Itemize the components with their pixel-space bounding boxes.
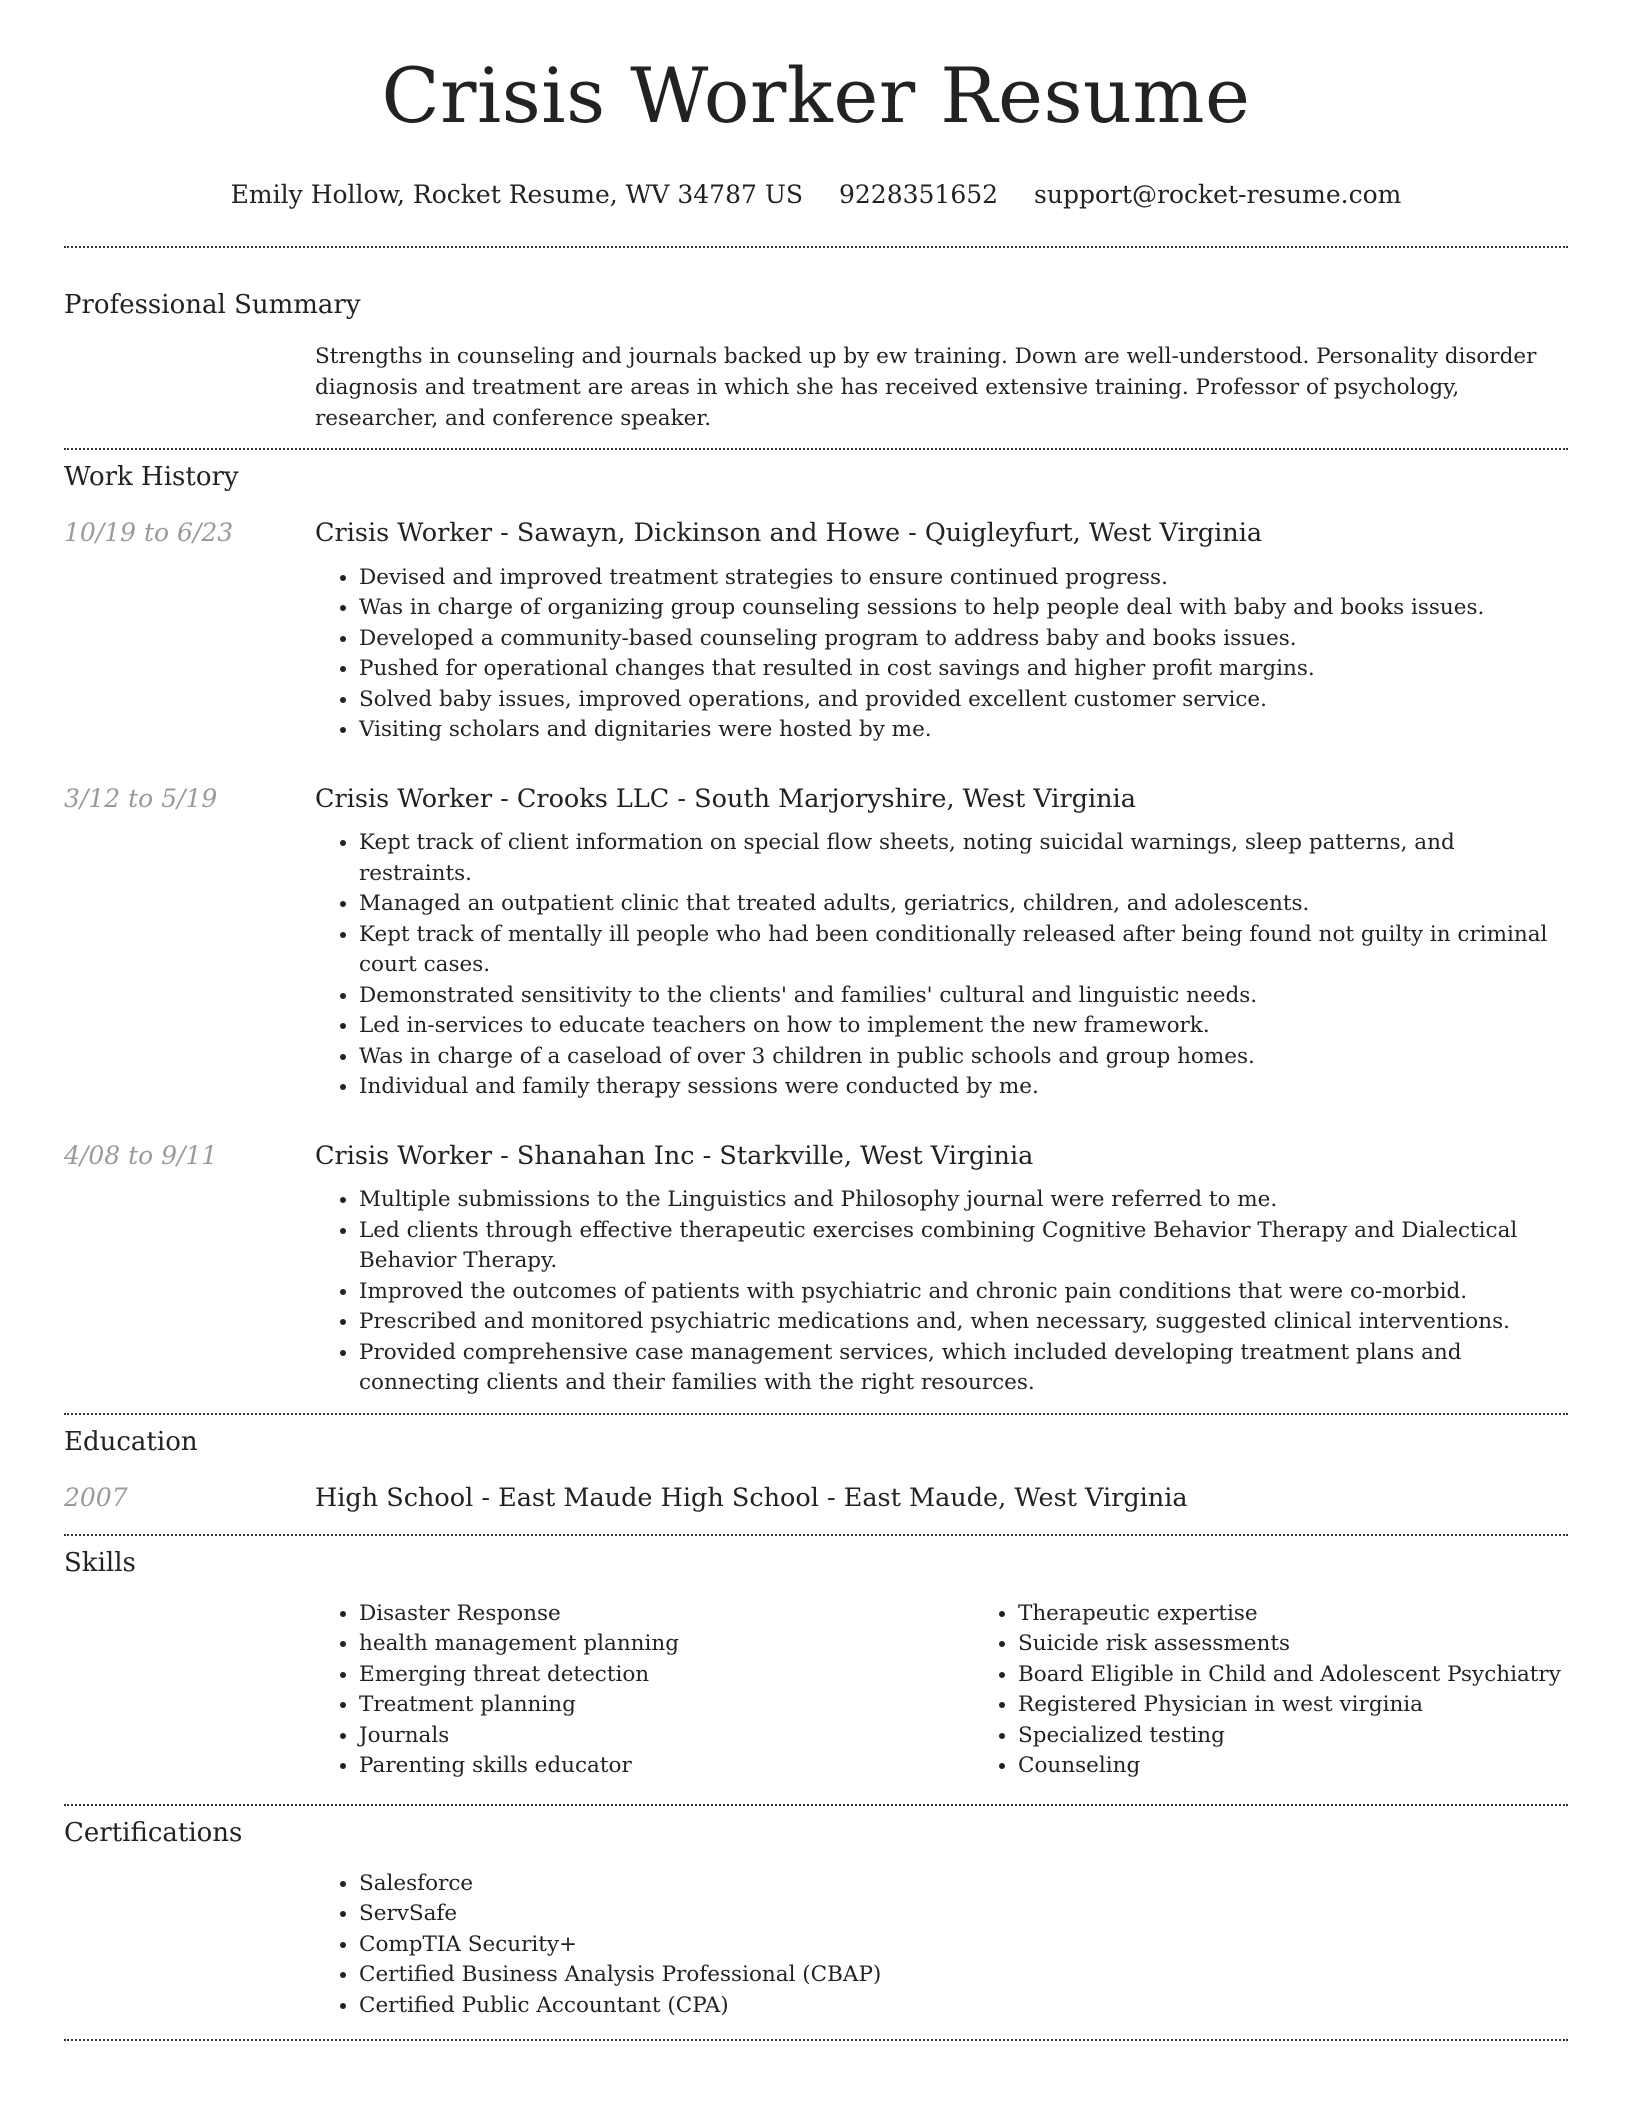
list-item: • Was in charge of a caseload of over 3 children in public schools and group homes. [359, 1042, 1568, 1073]
list-item: • Specialized testing [1018, 1721, 1632, 1752]
list-item: • Registered Physician in west virginia [1018, 1690, 1632, 1721]
list-item: • Disaster Response [359, 1599, 974, 1630]
skills-list-left [315, 1599, 974, 1782]
list-item: • CompTIA Security+ [359, 1930, 1568, 1961]
list-item: • Developed a community-based counseling program to address baby and books issues. [359, 624, 1568, 655]
divider [64, 2039, 1568, 2041]
list-item: • Suicide risk assessments [1018, 1629, 1632, 1660]
job-entry [64, 518, 1568, 746]
list-item: • Board Eligible in Child and Adolescent Psychiatry [1018, 1660, 1632, 1691]
job-entry [64, 784, 1568, 1103]
list-item: • health management planning [359, 1629, 974, 1660]
divider [64, 1413, 1568, 1415]
list-item: • Improved the outcomes of patients with psychiatric and chronic pain conditions that were co-morbid. [359, 1277, 1568, 1308]
section-heading-work: Work History [64, 461, 239, 492]
job-bullets [315, 1185, 1568, 1399]
list-item: • Led clients through effective therapeutic exercises combining Cognitive Behavior Therapy and Dialectical Behavior Therapy. [359, 1216, 1568, 1277]
list-item: • ServSafe [359, 1899, 1568, 1930]
list-item: • Treatment planning [359, 1690, 974, 1721]
list-item: • Pushed for operational changes that resulted in cost savings and higher profit margins. [359, 654, 1568, 685]
job-dates: 10/19 to 6/23 [64, 517, 234, 547]
summary-text: Strengths in counseling and journals backed up by ew training. Down are well-understood. Personality disorder diagnosis and treatment are areas in which she has received extensive training. Professor of psychology, researcher, and conference speaker. [315, 343, 1537, 431]
education-year: 2007 [64, 1482, 128, 1512]
contact-email: support@rocket-resume.com [1034, 179, 1402, 209]
divider [64, 246, 1568, 248]
contact-line [64, 180, 1568, 210]
summary-section [64, 290, 1568, 434]
job-bullets [315, 563, 1568, 746]
list-item: • Multiple submissions to the Linguistics and Philosophy journal were referred to me. [359, 1185, 1568, 1216]
work-history-section [64, 462, 1568, 1399]
list-item: • Provided comprehensive case management services, which included developing treatment plans and connecting clients and their families with the right resources. [359, 1338, 1568, 1399]
section-heading-certifications: Certifications [64, 1817, 243, 1848]
divider [64, 1804, 1568, 1806]
divider [64, 1534, 1568, 1536]
education-section [64, 1427, 1568, 1514]
job-dates: 4/08 to 9/11 [64, 1140, 218, 1170]
list-item: • Emerging threat detection [359, 1660, 974, 1691]
list-item: • Certified Public Accountant (CPA) [359, 1991, 1568, 2022]
job-title: Crisis Worker - Crooks LLC - South Marjoryshire, West Virginia [315, 783, 1136, 814]
list-item: • Certified Business Analysis Professional (CBAP) [359, 1960, 1568, 1991]
job-entry [64, 1141, 1568, 1399]
section-heading-summary: Professional Summary [64, 289, 361, 320]
list-item: • Managed an outpatient clinic that treated adults, geriatrics, children, and adolescents. [359, 889, 1568, 920]
contact-phone: 9228351652 [839, 179, 999, 209]
job-bullets [315, 828, 1568, 1103]
list-item: • Demonstrated sensitivity to the clients' and families' cultural and linguistic needs. [359, 981, 1568, 1012]
section-heading-skills: Skills [64, 1547, 136, 1578]
section-heading-education: Education [64, 1426, 198, 1457]
list-item: • Counseling [1018, 1751, 1632, 1782]
list-item: • Visiting scholars and dignitaries were hosted by me. [359, 715, 1568, 746]
list-item: • Salesforce [359, 1869, 1568, 1900]
list-item: • Parenting skills educator [359, 1751, 974, 1782]
contact-address: Emily Hollow, Rocket Resume, WV 34787 US [230, 179, 804, 209]
list-item: • Therapeutic expertise [1018, 1599, 1632, 1630]
list-item: • Devised and improved treatment strategies to ensure continued progress. [359, 563, 1568, 594]
skills-list-right [974, 1599, 1632, 1782]
job-title: Crisis Worker - Sawayn, Dickinson and Howe - Quigleyfurt, West Virginia [315, 517, 1263, 548]
list-item: • Was in charge of organizing group counseling sessions to help people deal with baby and books issues. [359, 593, 1568, 624]
list-item: • Individual and family therapy sessions were conducted by me. [359, 1072, 1568, 1103]
list-item: • Kept track of mentally ill people who had been conditionally released after being found not guilty in criminal court cases. [359, 920, 1568, 981]
list-item: • Prescribed and monitored psychiatric medications and, when necessary, suggested clinical interventions. [359, 1307, 1568, 1338]
skills-section [64, 1548, 1568, 1782]
divider [64, 448, 1568, 450]
education-entry: High School - East Maude High School - East Maude, West Virginia [315, 1482, 1188, 1513]
certifications-list [315, 1869, 1568, 2022]
list-item: • Journals [359, 1721, 974, 1752]
certifications-section [64, 1818, 1568, 2022]
list-item: • Led in-services to educate teachers on how to implement the new framework. [359, 1011, 1568, 1042]
list-item: • Solved baby issues, improved operations, and provided excellent customer service. [359, 685, 1568, 716]
job-dates: 3/12 to 5/19 [64, 783, 218, 813]
document-title: Crisis Worker Resume [381, 51, 1251, 140]
list-item: • Kept track of client information on special flow sheets, noting suicidal warnings, sleep patterns, and restraints. [359, 828, 1568, 889]
job-title: Crisis Worker - Shanahan Inc - Starkville, West Virginia [315, 1140, 1034, 1171]
